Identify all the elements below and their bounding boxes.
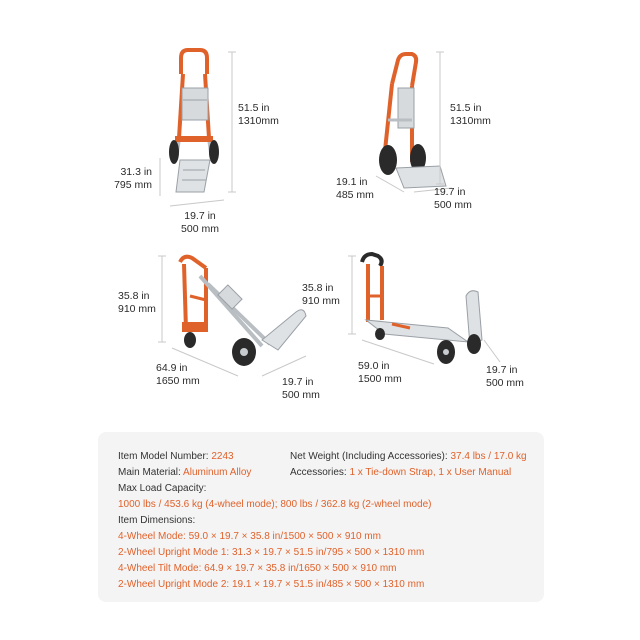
capacity-label: Max Load Capacity:	[118, 483, 207, 494]
four-wheel-length-mm: 1500 mm	[358, 373, 402, 385]
four-wheel-height-mm: 910 mm	[302, 295, 340, 307]
capacity-value: 1000 lbs / 453.6 kg (4-wheel mode); 800 lbs / 362.8 kg (2-wheel mode)	[118, 499, 432, 510]
net-weight-row	[290, 450, 527, 463]
dimension-4-wheel: 4-Wheel Mode: 59.0 × 19.7 × 35.8 in/1500 × 500 × 910 mm	[118, 531, 381, 542]
upright1-depth-mm: 795 mm	[114, 179, 152, 191]
model-number-value: 2243	[211, 451, 234, 462]
material-label: Main Material:	[118, 467, 181, 478]
upright1-depth-in: 31.3 in	[120, 166, 152, 178]
accessories-value: 1 x Tie-down Strap, 1 x User Manual	[349, 467, 512, 478]
upright2-height-label	[450, 102, 491, 128]
tilt-width-mm: 500 mm	[282, 389, 320, 401]
upright2-width-label	[434, 186, 472, 212]
upright-mode-2-illustration	[379, 54, 446, 188]
dimension-item	[118, 562, 397, 575]
tilt-width-label	[282, 376, 320, 402]
dimension-item	[118, 546, 424, 559]
tilt-height-label	[118, 290, 156, 316]
tilt-mode-illustration	[180, 257, 306, 366]
four-wheel-height-in: 35.8 in	[302, 282, 334, 294]
upright2-depth-in: 19.1 in	[336, 176, 368, 188]
tilt-height-in: 35.8 in	[118, 290, 150, 302]
net-weight-label: Net Weight (Including Accessories):	[290, 451, 448, 462]
upright1-width-mm: 500 mm	[181, 223, 219, 235]
tilt-height-mm: 910 mm	[118, 303, 156, 315]
specifications-panel	[98, 432, 544, 602]
upright1-height-in: 51.5 in	[238, 102, 270, 114]
dimensions-label-row	[118, 514, 195, 527]
tilt-length-mm: 1650 mm	[156, 375, 200, 387]
four-wheel-mode-illustration	[362, 254, 482, 364]
dimension-upright-1: 2-Wheel Upright Mode 1: 31.3 × 19.7 × 51.5 in/795 × 500 × 1310 mm	[118, 547, 425, 558]
model-number-label: Item Model Number:	[118, 451, 209, 462]
material-value: Aluminum Alloy	[183, 467, 252, 478]
four-wheel-width-in: 19.7 in	[486, 364, 518, 376]
upright2-depth-label	[336, 176, 374, 202]
dimension-item	[118, 578, 424, 591]
upright2-width-mm: 500 mm	[434, 199, 472, 211]
upright2-height-in: 51.5 in	[450, 102, 482, 114]
upright1-width-label	[172, 210, 228, 236]
four-wheel-width-mm: 500 mm	[486, 377, 524, 389]
dimension-upright-2: 2-Wheel Upright Mode 2: 19.1 × 19.7 × 51.5 in/485 × 500 × 1310 mm	[118, 579, 425, 590]
material-row	[118, 466, 251, 479]
accessories-row	[290, 466, 511, 479]
tilt-width-in: 19.7 in	[282, 376, 314, 388]
dimension-item	[118, 530, 381, 543]
four-wheel-length-in: 59.0 in	[358, 360, 390, 372]
four-wheel-length-label	[358, 360, 402, 386]
tilt-length-in: 64.9 in	[156, 362, 188, 374]
capacity-value-row	[118, 498, 432, 511]
accessories-label: Accessories:	[290, 467, 347, 478]
upright-mode-1-illustration	[169, 50, 219, 192]
model-number-row	[118, 450, 234, 463]
upright1-depth-label	[100, 166, 152, 192]
tilt-length-label	[156, 362, 200, 388]
upright2-height-mm: 1310mm	[450, 115, 491, 127]
capacity-label-row	[118, 482, 206, 495]
upright2-depth-mm: 485 mm	[336, 189, 374, 201]
upright1-width-in: 19.7 in	[184, 210, 216, 222]
four-wheel-height-label	[302, 282, 340, 308]
net-weight-value: 37.4 lbs / 17.0 kg	[450, 451, 527, 462]
upright2-width-in: 19.7 in	[434, 186, 466, 198]
four-wheel-width-label	[486, 364, 524, 390]
dimension-tilt: 4-Wheel Tilt Mode: 64.9 × 19.7 × 35.8 in/1650 × 500 × 910 mm	[118, 563, 397, 574]
upright1-height-mm: 1310mm	[238, 115, 279, 127]
upright1-height-label	[238, 102, 279, 128]
dimensions-label: Item Dimensions:	[118, 515, 196, 526]
